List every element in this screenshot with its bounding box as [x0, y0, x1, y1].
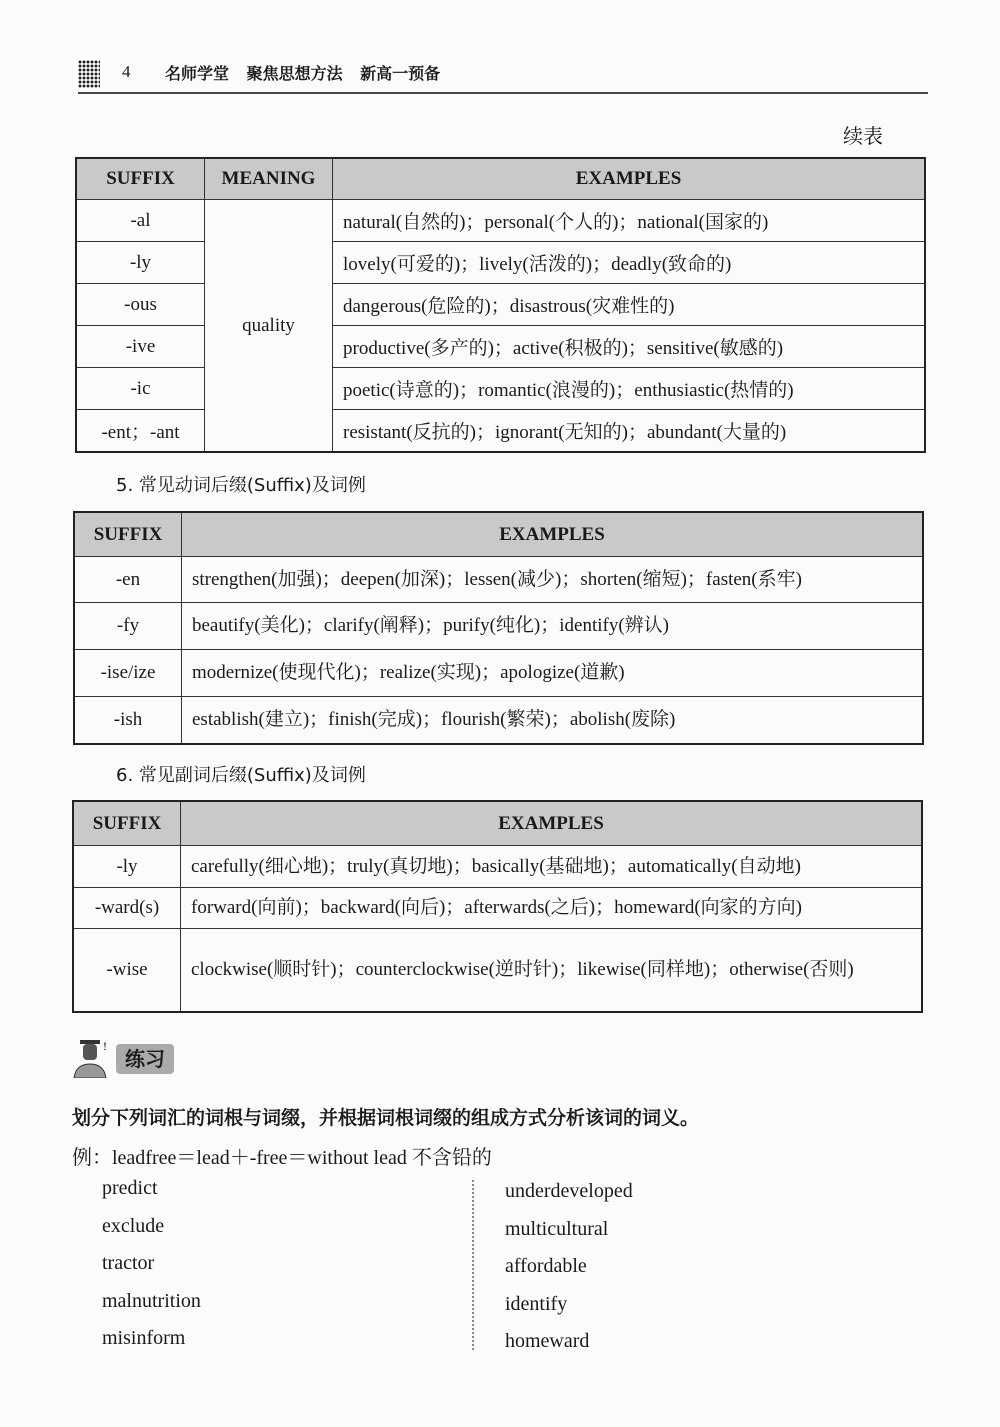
suffix-cell: -ent；-ant	[76, 410, 205, 453]
table-row	[74, 603, 923, 650]
suffix-cell: -ive	[76, 326, 205, 368]
word-item: malnutrition	[102, 1289, 201, 1312]
header-row	[76, 158, 925, 200]
adjective-suffix-table	[75, 157, 926, 453]
header-title: 名师学堂 聚焦思想方法 新高一预备	[165, 64, 441, 83]
table-row	[74, 697, 923, 745]
table-row	[73, 846, 922, 888]
column-header-examples: EXAMPLES	[182, 512, 924, 557]
suffix-cell: -al	[76, 200, 205, 242]
suffix-cell: -wise	[73, 929, 181, 1013]
meaning-cell: quality	[205, 200, 333, 453]
examples-cell: carefully(细心地)；truly(真切地)；basically(基础地)；automatically(自动地)	[181, 846, 923, 888]
suffix-cell: -ise/ize	[74, 650, 182, 697]
suffix-cell: -ly	[76, 242, 205, 284]
examples-cell: natural(自然的)；personal(个人的)；national(国家的)	[333, 200, 926, 242]
suffix-cell: -ic	[76, 368, 205, 410]
divider	[472, 1180, 474, 1350]
table-row	[74, 650, 923, 697]
word-item: underdeveloped	[505, 1180, 633, 1202]
column-header-suffix: SUFFIX	[73, 801, 181, 846]
verb-suffix-table	[73, 511, 924, 745]
word-item: identify	[505, 1292, 568, 1315]
page-number: 4	[122, 62, 131, 81]
examples-cell: establish(建立)；finish(完成)；flourish(繁荣)；abolish(废除)	[182, 697, 924, 745]
practice-example: 例：leadfree＝lead＋-free＝without lead 不含铅的	[72, 1147, 492, 1169]
right-word-list	[505, 1173, 633, 1361]
svg-text:!: !	[103, 1039, 107, 1053]
suffix-cell: -ly	[73, 846, 181, 888]
examples-cell: productive(多产的)；active(积极的)；sensitive(敏感的)	[333, 326, 926, 368]
column-header-examples: EXAMPLES	[333, 158, 926, 200]
examples-cell: dangerous(危险的)；disastrous(灾难性的)	[333, 284, 926, 326]
column-header-suffix: SUFFIX	[76, 158, 205, 200]
student-icon	[72, 1038, 110, 1078]
suffix-cell: -ous	[76, 284, 205, 326]
page-header	[78, 58, 928, 94]
word-item: predict	[102, 1177, 158, 1199]
examples-cell: clockwise(顺时针)；counterclockwise(逆时针)；likewise(同样地)；otherwise(否则)	[181, 929, 923, 1013]
word-item: exclude	[102, 1214, 165, 1237]
word-item: misinform	[102, 1327, 186, 1349]
table-row	[76, 284, 925, 326]
table-row	[76, 200, 925, 242]
table-row	[73, 929, 922, 1013]
examples-cell: poetic(诗意的)；romantic(浪漫的)；enthusiastic(热情的)	[333, 368, 926, 410]
table-row	[76, 326, 925, 368]
examples-cell: strengthen(加强)；deepen(加深)；lessen(减少)；shorten(缩短)；fasten(系牢)	[182, 557, 924, 603]
header-row	[73, 801, 922, 846]
suffix-cell: -en	[74, 557, 182, 603]
header-row	[74, 512, 923, 557]
examples-cell: resistant(反抗的)；ignorant(无知的)；abundant(大量的)	[333, 410, 926, 453]
suffix-cell: -ish	[74, 697, 182, 745]
left-word-list	[102, 1170, 201, 1358]
table-row	[76, 368, 925, 410]
column-header-meaning: MEANING	[205, 158, 333, 200]
table-row	[73, 888, 922, 929]
examples-cell: forward(向前)；backward(向后)；afterwards(之后)；homeward(向家的方向)	[181, 888, 923, 929]
suffix-cell: -fy	[74, 603, 182, 650]
word-item: homeward	[505, 1330, 590, 1352]
word-item: tractor	[102, 1252, 155, 1274]
section-6-heading: 6. 常见副词后缀(Suffix)及词例	[116, 765, 366, 786]
examples-cell: modernize(使现代化)；realize(实现)；apologize(道歉)	[182, 650, 924, 697]
word-item: affordable	[505, 1255, 587, 1277]
word-item: multicultural	[505, 1217, 609, 1240]
dots-logo-icon	[78, 60, 100, 88]
practice-instruction: 划分下列词汇的词根与词缀，并根据词根词缀的组成方式分析该词的词义。	[72, 1107, 700, 1129]
suffix-cell: -ward(s)	[73, 888, 181, 929]
examples-cell: beautify(美化)；clarify(阐释)；purify(纯化)；identify(辨认)	[182, 603, 924, 650]
table-row	[76, 242, 925, 284]
examples-cell: lovely(可爱的)；lively(活泼的)；deadly(致命的)	[333, 242, 926, 284]
table-row	[76, 410, 925, 453]
table-row	[74, 557, 923, 603]
continued-label: 续表	[843, 124, 883, 148]
section-5-heading: 5. 常见动词后缀(Suffix)及词例	[116, 475, 366, 496]
adverb-suffix-table	[72, 800, 923, 1013]
column-header-examples: EXAMPLES	[181, 801, 923, 846]
column-header-suffix: SUFFIX	[74, 512, 182, 557]
practice-label: 练习	[116, 1044, 174, 1074]
